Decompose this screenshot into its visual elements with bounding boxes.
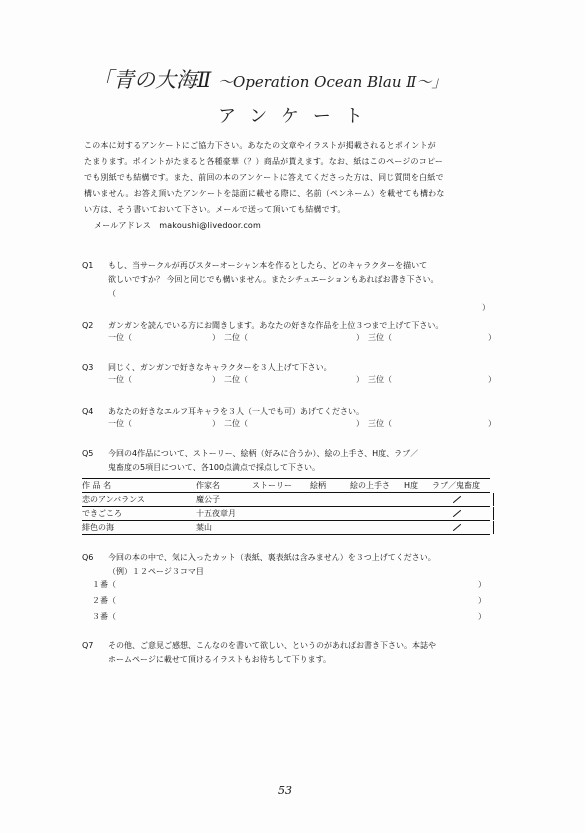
answer-open-paren[interactable]: （ — [108, 289, 116, 298]
slash-mark — [453, 496, 461, 503]
rank-2-field[interactable]: ） 二位（ — [212, 419, 248, 428]
intro-line: この本に対するアンケートにご協力下さい。あなたの文章やイラストが掲載されるとポイントが — [84, 141, 436, 150]
column-header: ラブ／鬼畜度 — [432, 481, 480, 490]
title-main: 「青の大海Ⅱ — [92, 68, 212, 92]
question-number: Q6 — [82, 553, 94, 562]
rank-1-field[interactable]: 一位（ — [108, 333, 132, 342]
question-text: あなたの好きなエルフ耳キャラを３人（一人でも可）あげてください。 — [108, 407, 364, 416]
favorite-cut-2-field[interactable]: ２番（ — [92, 596, 116, 605]
question-number: Q4 — [82, 407, 94, 416]
rank-3-field[interactable]: ） 三位（ — [356, 333, 392, 342]
author-name: 十五夜章月 — [196, 509, 236, 518]
answer-close-paren: ） — [478, 596, 486, 605]
question-text: 鬼畜度の5項目について、各100点満点で採点して下さい。 — [108, 463, 321, 472]
work-title: 緋色の海 — [82, 523, 114, 532]
question-number: Q3 — [82, 363, 94, 372]
intro-line: でも別紙でも結構です。また、前回の本のアンケートに答えてくださった方は、同じ質問を白紙で — [84, 173, 444, 182]
rank-3-field[interactable]: ） 三位（ — [356, 375, 392, 384]
answer-close-paren: ） — [478, 612, 486, 621]
question-text: 同じく、ガンガンで好きなキャラクターを３人上げて下さい。 — [108, 363, 332, 372]
column-header: 絵の上手さ — [350, 481, 390, 490]
column-header: 絵柄 — [310, 481, 326, 490]
row-border — [493, 507, 494, 520]
column-header: ストーリー — [252, 481, 292, 490]
page-title — [92, 64, 446, 94]
mail-address: メールアドレス makoushi@livedoor.com — [94, 221, 262, 230]
intro-line: たまります。ポイントがたまると各種豪華（？）商品が貰えます。なお、紙はこのページのコピー — [84, 157, 444, 166]
rank-close-paren: ） — [488, 375, 496, 384]
question-text: 欲しいですか？ 今回と同じでも構いません。またシチュエーションもあればお書き下さい。 — [108, 275, 439, 284]
slash-mark — [453, 524, 461, 531]
survey-heading: アンケート — [218, 106, 377, 127]
table-row — [82, 507, 490, 521]
rank-close-paren: ） — [488, 419, 496, 428]
favorite-cut-1-field[interactable]: １番（ — [92, 580, 116, 589]
row-border — [493, 493, 494, 506]
column-header: H度 — [404, 481, 419, 490]
intro-paragraph — [84, 138, 445, 234]
question-text: その他、ご意見ご感想、こんなのを書いて欲しい、というのがあればお書き下さい。本誌や — [108, 641, 436, 650]
question-number: Q1 — [82, 261, 94, 270]
question-example: （例）１２ページ３コマ目 — [108, 567, 204, 576]
rating-table — [82, 478, 490, 535]
page-number: 53 — [278, 784, 292, 797]
author-name: 葉山 — [196, 523, 212, 532]
row-border — [493, 521, 494, 534]
question-text: 今回の4作品について、ストーリー、絵柄（好みに合うか）、絵の上手さ、H度、ラブ／ — [108, 449, 419, 458]
table-row — [82, 521, 490, 535]
rank-2-field[interactable]: ） 二位（ — [212, 333, 248, 342]
author-name: 魔公子 — [196, 495, 220, 504]
table-header-row — [82, 479, 490, 493]
table-row — [82, 493, 490, 507]
question-number: Q5 — [82, 449, 94, 458]
work-title: 恋のアンバランス — [82, 495, 145, 504]
question-number: Q2 — [82, 321, 94, 330]
answer-close-paren: ） — [482, 303, 490, 312]
question-text: ホームページに載せて頂けるイラストもお待ちして下ります。 — [108, 655, 331, 664]
rank-3-field[interactable]: ） 三位（ — [356, 419, 392, 428]
rank-1-field[interactable]: 一位（ — [108, 375, 132, 384]
slash-mark — [453, 510, 461, 517]
title-subtitle: ～Operation Ocean Blau Ⅱ～」 — [217, 73, 447, 91]
column-header: 作家名 — [196, 481, 220, 490]
rank-2-field[interactable]: ） 二位（ — [212, 375, 248, 384]
answer-close-paren: ） — [478, 580, 486, 589]
column-header: 作 品 名 — [82, 481, 112, 490]
rank-close-paren: ） — [488, 333, 496, 342]
question-text: もし、当サークルが再びスターオーシャン本を作るとしたら、どのキャラクターを描いて — [108, 261, 428, 270]
question-text: ガンガンを読んでいる方にお聞きします。あなたの好きな作品を上位３つまで上げて下さい。 — [108, 321, 444, 330]
intro-line: い方は、そう書いておいて下さい。メールで送って頂いても結構です。 — [84, 205, 346, 214]
rank-1-field[interactable]: 一位（ — [108, 419, 132, 428]
favorite-cut-3-field[interactable]: ３番（ — [92, 612, 116, 621]
intro-line: 構いません。お答え頂いたアンケートを誌面に載せる際に、名前（ペンネーム）を載せても構わな — [84, 189, 445, 198]
question-number: Q7 — [82, 641, 94, 650]
work-title: できごころ — [82, 509, 122, 518]
question-text: 今回の本の中で、気に入ったカット（表紙、裏表紙は含みません）を３つ上げてください。 — [108, 553, 436, 562]
